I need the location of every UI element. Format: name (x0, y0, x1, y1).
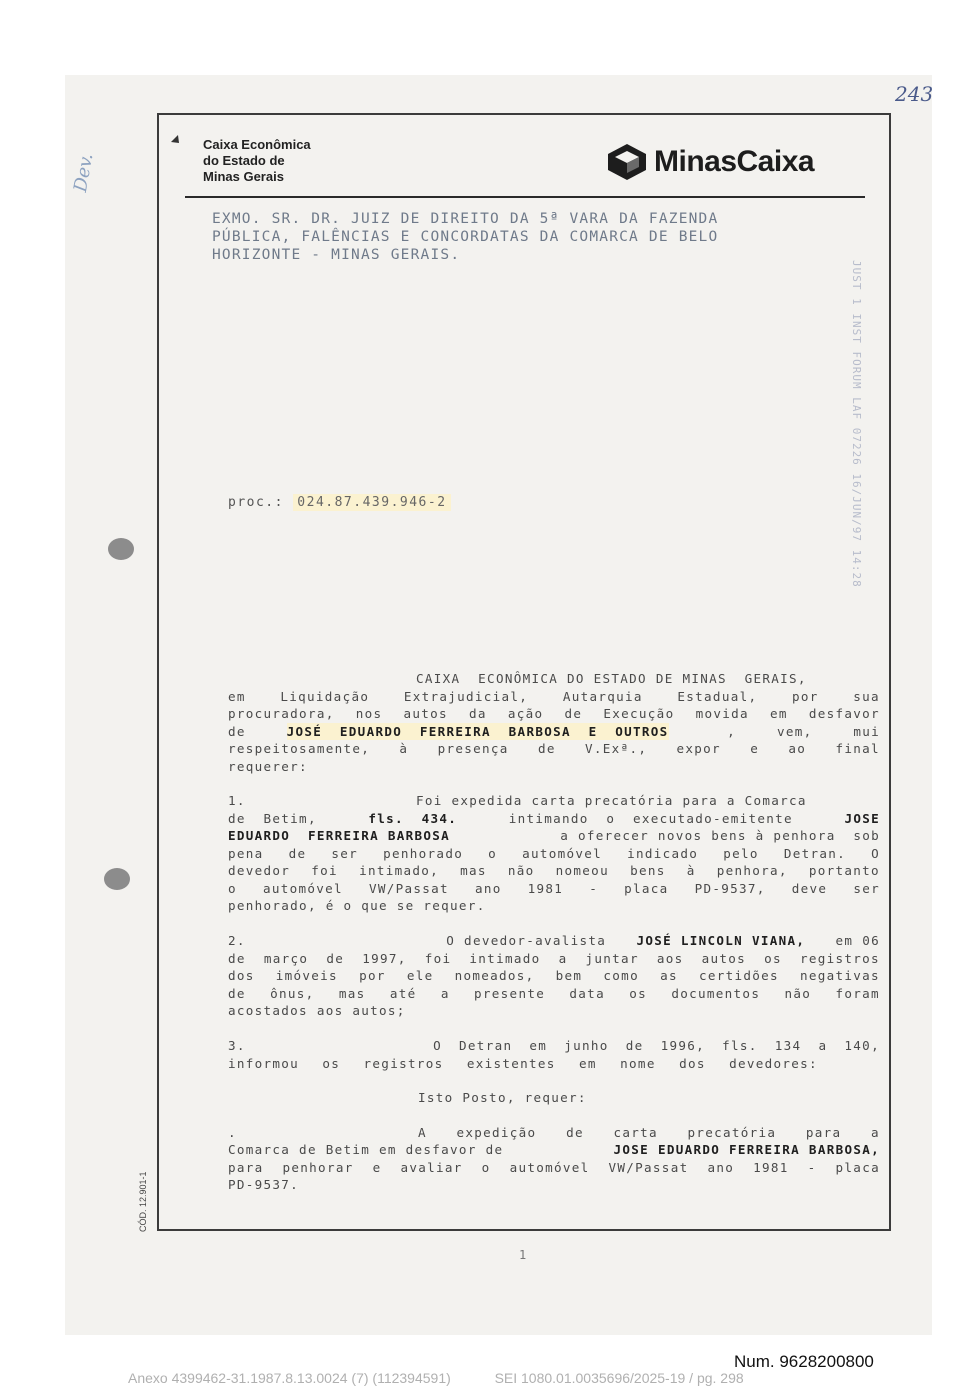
text-run: Isto Posto, requer: (418, 1090, 587, 1105)
debtor-name: JOSÉ EDUARDO FERREIRA BARBOSA E OUTROS (286, 723, 669, 739)
word: deve (791, 880, 828, 896)
word: V.Exª., (585, 741, 648, 756)
word: registros (363, 1055, 444, 1071)
word: fls. (722, 1038, 758, 1053)
word: ser (331, 845, 359, 861)
word: nos (355, 706, 383, 721)
leaf-icon (170, 134, 180, 144)
word: intimado, (359, 863, 440, 878)
text-line (228, 862, 880, 880)
text-run: em 06 (835, 933, 880, 948)
item-number: 3. (228, 1038, 246, 1053)
word: os (629, 985, 648, 1001)
word: - (589, 880, 599, 896)
minascaixa-logo (606, 141, 814, 183)
word: certidões (698, 968, 779, 983)
word: Autarquia (562, 688, 643, 704)
word: a (818, 1038, 828, 1053)
text-line (228, 985, 880, 1003)
word: penhorar (282, 1159, 354, 1175)
process-value: 024.87.439.946-2 (293, 494, 450, 511)
word: não (784, 985, 812, 1001)
text-line (228, 688, 880, 706)
word: de (228, 723, 246, 739)
footer-annex (128, 1370, 848, 1386)
text-run: PD-9537. (228, 1177, 300, 1192)
word: ação (507, 706, 544, 721)
word: expor (676, 741, 721, 756)
word: O (871, 845, 880, 861)
text-line (228, 845, 880, 863)
word: devedores: (729, 1055, 818, 1071)
text-run: JOSÉ LINCOLN VIANA, (636, 933, 806, 948)
text-run: a oferecer novos bens à penhora sob (560, 828, 880, 843)
page-number: 1 (519, 1248, 527, 1262)
word: foi (424, 950, 452, 966)
word: automóvel (262, 880, 343, 896)
text-run: requerer: (228, 758, 308, 774)
word: VW/Passat (368, 880, 449, 896)
word: de (288, 845, 307, 861)
text-run: Comarca de Betim em desfavor de (228, 1142, 504, 1157)
text-run: penhorado, é o que se requer. (228, 898, 486, 913)
word: as (660, 968, 678, 983)
word: automóvel (522, 845, 603, 861)
word: vem, (776, 723, 813, 739)
word: ao (788, 741, 807, 756)
word: automóvel (509, 1159, 590, 1175)
text-line (228, 1089, 880, 1107)
stamp-text: JUST 1 INST FORUM LAF 07226 16/JUN/97 14:28 (850, 260, 863, 588)
text-run: acostados aos autos; (228, 1003, 406, 1018)
word: dos (679, 1055, 706, 1071)
word: junho (564, 1038, 609, 1053)
text-line (228, 1141, 880, 1159)
word: mui (853, 723, 880, 739)
text-run: O devedor-avalista (446, 933, 607, 948)
word: bens (630, 863, 666, 878)
word: expedição (456, 1124, 537, 1140)
text-line (228, 880, 880, 898)
word: março (263, 950, 309, 966)
addressee-line: HORIZONTE - MINAS GERAIS. (212, 247, 461, 263)
bank-name-line: Minas Gerais (203, 169, 284, 184)
text-line (228, 723, 880, 741)
annex-reference: Anexo 4399462-31.1987.8.13.0024 (7) (112394591) (128, 1370, 451, 1386)
text-line (228, 758, 880, 776)
word: placa (624, 880, 669, 896)
process-label: proc.: (228, 495, 284, 510)
text-run: fls. 434. (368, 810, 458, 826)
word: sua (853, 688, 880, 704)
handwritten-page-number: 243 (895, 82, 934, 106)
word: e (372, 1159, 382, 1175)
word: devedor (228, 863, 291, 878)
word: ano (474, 880, 502, 896)
text-line (228, 932, 880, 950)
bullet-dot: . (228, 1124, 237, 1140)
word: movida (695, 706, 749, 721)
text-line (228, 705, 880, 723)
word: à (399, 741, 409, 756)
bank-name-line: do Estado de (203, 153, 285, 168)
form-code: CÓD. 12.901-1 (138, 1171, 148, 1232)
word: o (228, 880, 237, 896)
word: autos (403, 706, 448, 721)
word: presença (437, 741, 509, 756)
bank-name (203, 137, 363, 185)
item-1-paragraph (228, 792, 880, 915)
word: precatória (687, 1124, 777, 1140)
word: o (488, 845, 498, 861)
word: de (625, 1038, 644, 1053)
word: para (805, 1124, 842, 1140)
word: , (709, 723, 737, 739)
addressee-block (212, 210, 862, 264)
word: pena (228, 845, 264, 861)
word: portanto (808, 863, 880, 878)
word: juntar (585, 950, 639, 966)
word: ser (853, 880, 880, 896)
word: negativas (800, 968, 880, 983)
text-line (228, 740, 880, 758)
handwritten-margin-note: Dev. (70, 151, 98, 194)
word: dos (228, 968, 255, 983)
word: não (507, 863, 535, 878)
word: como (603, 968, 639, 983)
text-run: JOSE (844, 810, 880, 826)
request-paragraph (228, 1089, 880, 1194)
header-divider (185, 196, 865, 198)
word: Estadual, (677, 688, 758, 704)
item-2-paragraph (228, 932, 880, 1020)
text-line (228, 950, 880, 968)
word: e (750, 741, 760, 756)
word: procuradora, (228, 706, 335, 721)
word: os (764, 950, 782, 966)
word: foram (835, 985, 880, 1001)
word: Detran (459, 1038, 513, 1053)
word: respeitosamente, (228, 741, 371, 756)
text-run: Foi expedida carta precatória para a Comarca (416, 793, 807, 808)
word: VW/Passat (608, 1159, 689, 1175)
word: Execução (603, 706, 675, 721)
word: o (481, 1159, 491, 1175)
word: a (440, 985, 450, 1001)
word: PD-9537, (694, 880, 766, 896)
text-run: EDUARDO FERREIRA BARBOSA (228, 828, 451, 843)
binder-hole-lower (104, 868, 130, 890)
word: a (871, 1124, 880, 1140)
word: 1981 (753, 1159, 789, 1175)
word: até (389, 985, 417, 1001)
word: ônus, (270, 985, 315, 1001)
word: nomeados, (454, 968, 535, 983)
word: Extrajudicial, (403, 688, 529, 704)
text-line (228, 897, 880, 915)
word: presente (474, 985, 546, 1001)
word: em (228, 688, 246, 704)
word: Liquidação (280, 688, 370, 704)
text-line (228, 1055, 818, 1073)
text-line (228, 792, 880, 810)
text-run: CAIXA ECONÔMICA DO ESTADO DE MINAS GERAIS, (416, 671, 807, 686)
word: autos (701, 950, 747, 966)
text-line (228, 827, 880, 845)
binder-hole-upper (108, 538, 134, 560)
word: mas (338, 985, 366, 1001)
word: pelo (723, 845, 759, 861)
word: nomeou (555, 863, 609, 878)
item-number: 2. (228, 933, 246, 948)
word: final (835, 741, 880, 756)
text-line (228, 810, 880, 828)
text-line (228, 670, 880, 688)
process-number (228, 495, 451, 510)
document-number: Num. 9628200800 (734, 1352, 874, 1371)
word: ano (707, 1159, 735, 1175)
word: à (686, 863, 696, 878)
addressee-line: EXMO. SR. DR. JUIZ DE DIREITO DA 5ª VARA DA FAZENDA (212, 211, 719, 227)
word: por (359, 968, 386, 983)
sei-reference: SEI 1080.01.0035696/2025-19 / pg. 298 (494, 1370, 744, 1386)
text-line (228, 967, 880, 985)
word: 1996, (660, 1038, 706, 1053)
word: informou (228, 1055, 300, 1071)
text-run: de Betim, (228, 810, 317, 826)
word: desfavor (808, 706, 880, 721)
word: intimado (469, 950, 541, 966)
word: 1981 (527, 880, 564, 896)
word: foi (311, 863, 338, 878)
word: carta (613, 1124, 658, 1140)
word: A (418, 1124, 427, 1140)
word: nome (620, 1055, 656, 1071)
addressee-line: PÚBLICA, FALÊNCIAS E CONCORDATAS DA COMARCA DE BELO (212, 229, 719, 245)
intro-paragraph (228, 670, 880, 775)
word: penhora, (716, 863, 788, 878)
text-run (418, 1124, 880, 1142)
word: registros (799, 950, 880, 966)
word: por (791, 688, 819, 704)
item-number: 1. (228, 793, 246, 808)
word: em (579, 1055, 597, 1071)
word: de (228, 950, 246, 966)
text-line (228, 1002, 880, 1020)
word: de (537, 741, 556, 756)
word: a (558, 950, 568, 966)
word: 140, (844, 1038, 880, 1053)
bank-name-line: Caixa Econômica (203, 137, 311, 152)
word: da (469, 706, 487, 721)
word: bem (555, 968, 583, 983)
text-line (228, 1037, 880, 1055)
word: indicado (627, 845, 699, 861)
word: documentos (671, 985, 761, 1001)
word: aos (656, 950, 684, 966)
word: avaliar (400, 1159, 463, 1175)
word: Detran. (783, 845, 847, 861)
word: O (433, 1038, 442, 1053)
word: - (807, 1159, 817, 1175)
logo-wordmark: MinasCaixa (654, 145, 815, 178)
word: placa (835, 1159, 880, 1175)
word: imóveis (275, 968, 338, 983)
word: de (564, 706, 583, 721)
word: de (326, 950, 345, 966)
text-run: intimando o executado-emitente (508, 810, 793, 826)
word: mas (460, 863, 487, 878)
word: 134 (774, 1038, 802, 1053)
word: em (769, 706, 788, 721)
word: data (569, 985, 605, 1001)
word: ele (406, 968, 434, 983)
text-line (228, 1124, 880, 1142)
word: de (566, 1124, 584, 1140)
word: penhorado (383, 845, 464, 861)
item-3-paragraph (228, 1037, 880, 1072)
word: existentes (466, 1055, 556, 1071)
word: de (228, 985, 246, 1001)
text-line (228, 1176, 880, 1194)
reception-stamp (842, 260, 868, 620)
word: 1997, (362, 950, 407, 966)
text-line (228, 1159, 880, 1177)
minascaixa-logo-icon (606, 142, 648, 182)
word: em (529, 1038, 548, 1053)
text-run: JOSE EDUARDO FERREIRA BARBOSA, (613, 1142, 880, 1157)
word: para (228, 1159, 264, 1175)
word: os (322, 1055, 341, 1071)
